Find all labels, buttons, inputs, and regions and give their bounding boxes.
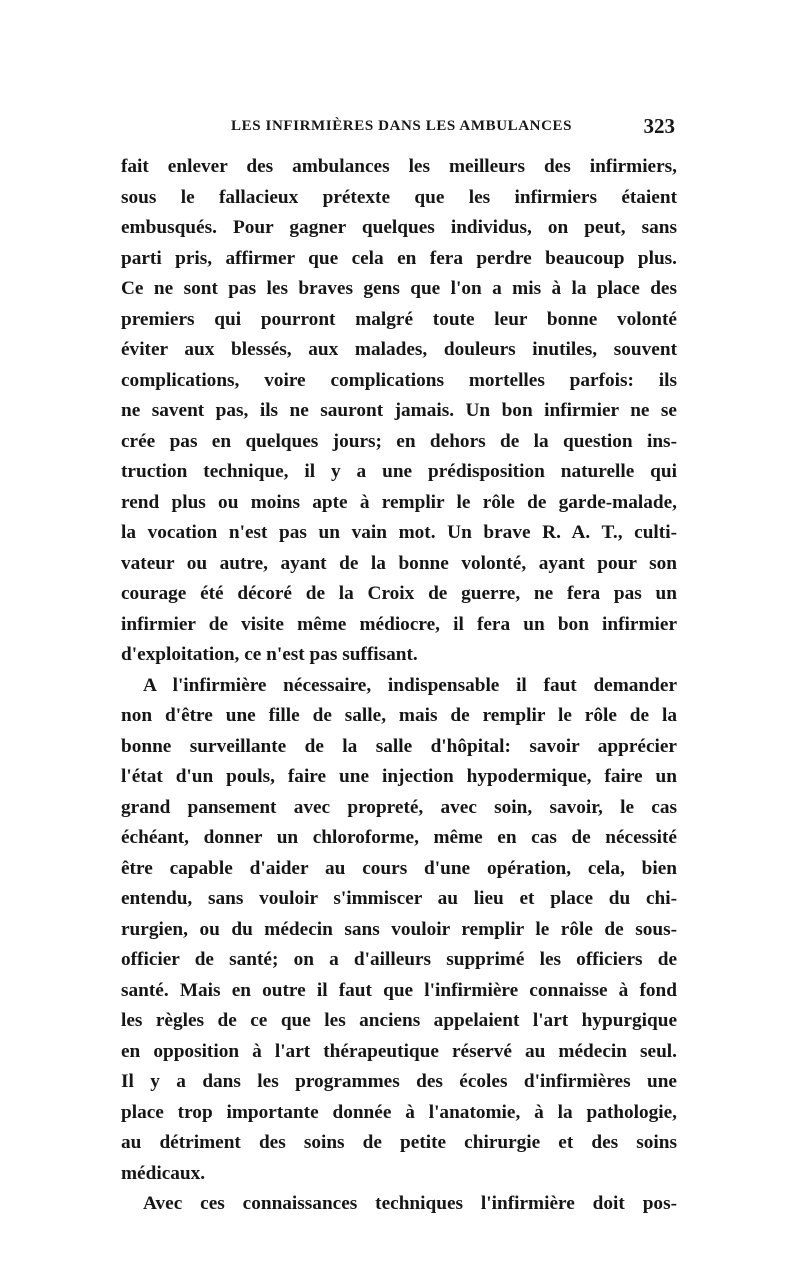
text-line: non d'être une fille de salle, mais de remplir le rôle de la [121,705,677,726]
text-line: santé. Mais en outre il faut que l'infirmière connaisse à fond [121,979,677,1001]
body-text [121,152,677,1220]
text-line: être capable d'aider au cours d'une opération, cela, bien [121,857,677,879]
text-line-paragraph-end: d'exploitation, ce n'est pas suffisant. [121,644,418,665]
text-line: entendu, sans vouloir s'immiscer au lieu et place du chi- [121,888,677,909]
text-line: complications, voire complications mortelles parfois: ils [121,369,677,391]
text-line: vateur ou autre, ayant de la bonne volonté, ayant pour son [121,552,677,574]
text-line: grand pansement avec propreté, avec soin, savoir, le cas [121,796,677,818]
text-line-paragraph-start: Avec ces connaissances techniques l'infirmière doit pos- [143,1193,677,1214]
text-line: éviter aux blessés, aux malades, douleurs inutiles, souvent [121,339,677,360]
text-line: au détriment des soins de petite chirurgie et des soins [121,1132,677,1153]
page-number: 323 [643,114,675,138]
text-line: ne savent pas, ils ne sauront jamais. Un bon infirmier ne se [121,400,677,421]
text-line: la vocation n'est pas un vain mot. Un brave R. A. T., culti- [121,522,677,543]
text-line: truction technique, il y a une prédisposition naturelle qui [121,461,677,482]
text-line: crée pas en quelques jours; en dehors de la question ins- [121,430,677,452]
text-line: l'état d'un pouls, faire une injection hypodermique, faire un [121,766,677,787]
running-title: LES INFIRMIÈRES DANS LES AMBULANCES [231,118,573,134]
text-line: premiers qui pourront malgré toute leur bonne volonté [121,308,677,330]
text-line: sous le fallacieux prétexte que les infirmiers étaient [121,186,677,208]
text-line: infirmier de visite même médiocre, il fera un bon infirmier [121,613,677,635]
text-line: parti pris, affirmer que cela en fera perdre beaucoup plus. [121,247,677,269]
text-line: rend plus ou moins apte à remplir le rôle de garde-malade, [121,491,677,513]
text-line: Ce ne sont pas les braves gens que l'on a mis à la place des [121,278,677,299]
text-line: rurgien, ou du médecin sans vouloir remplir le rôle de sous- [121,918,677,940]
text-line: fait enlever des ambulances les meilleurs des infirmiers, [121,156,677,177]
text-line: en opposition à l'art thérapeutique réservé au médecin seul. [121,1040,677,1062]
text-line: les règles de ce que les anciens appelaient l'art hypurgique [121,1010,677,1031]
text-line: embusqués. Pour gagner quelques individus, on peut, sans [121,217,677,238]
text-line: bonne surveillante de la salle d'hôpital: savoir apprécier [121,735,677,757]
text-line-paragraph-end: médicaux. [121,1162,206,1184]
text-line: Il y a dans les programmes des écoles d'infirmières une [121,1071,677,1092]
text-line: échéant, donner un chloroforme, même en cas de nécessité [121,827,677,848]
text-line: officier de santé; on a d'ailleurs supprimé les officiers de [121,949,677,970]
text-line: courage été décoré de la Croix de guerre, ne fera pas un [121,583,677,604]
text-line-paragraph-start: A l'infirmière nécessaire, indispensable il faut demander [143,674,677,696]
text-line: place trop importante donnée à l'anatomie, à la pathologie, [121,1101,677,1123]
book-page [121,108,677,1220]
running-head [121,108,677,144]
